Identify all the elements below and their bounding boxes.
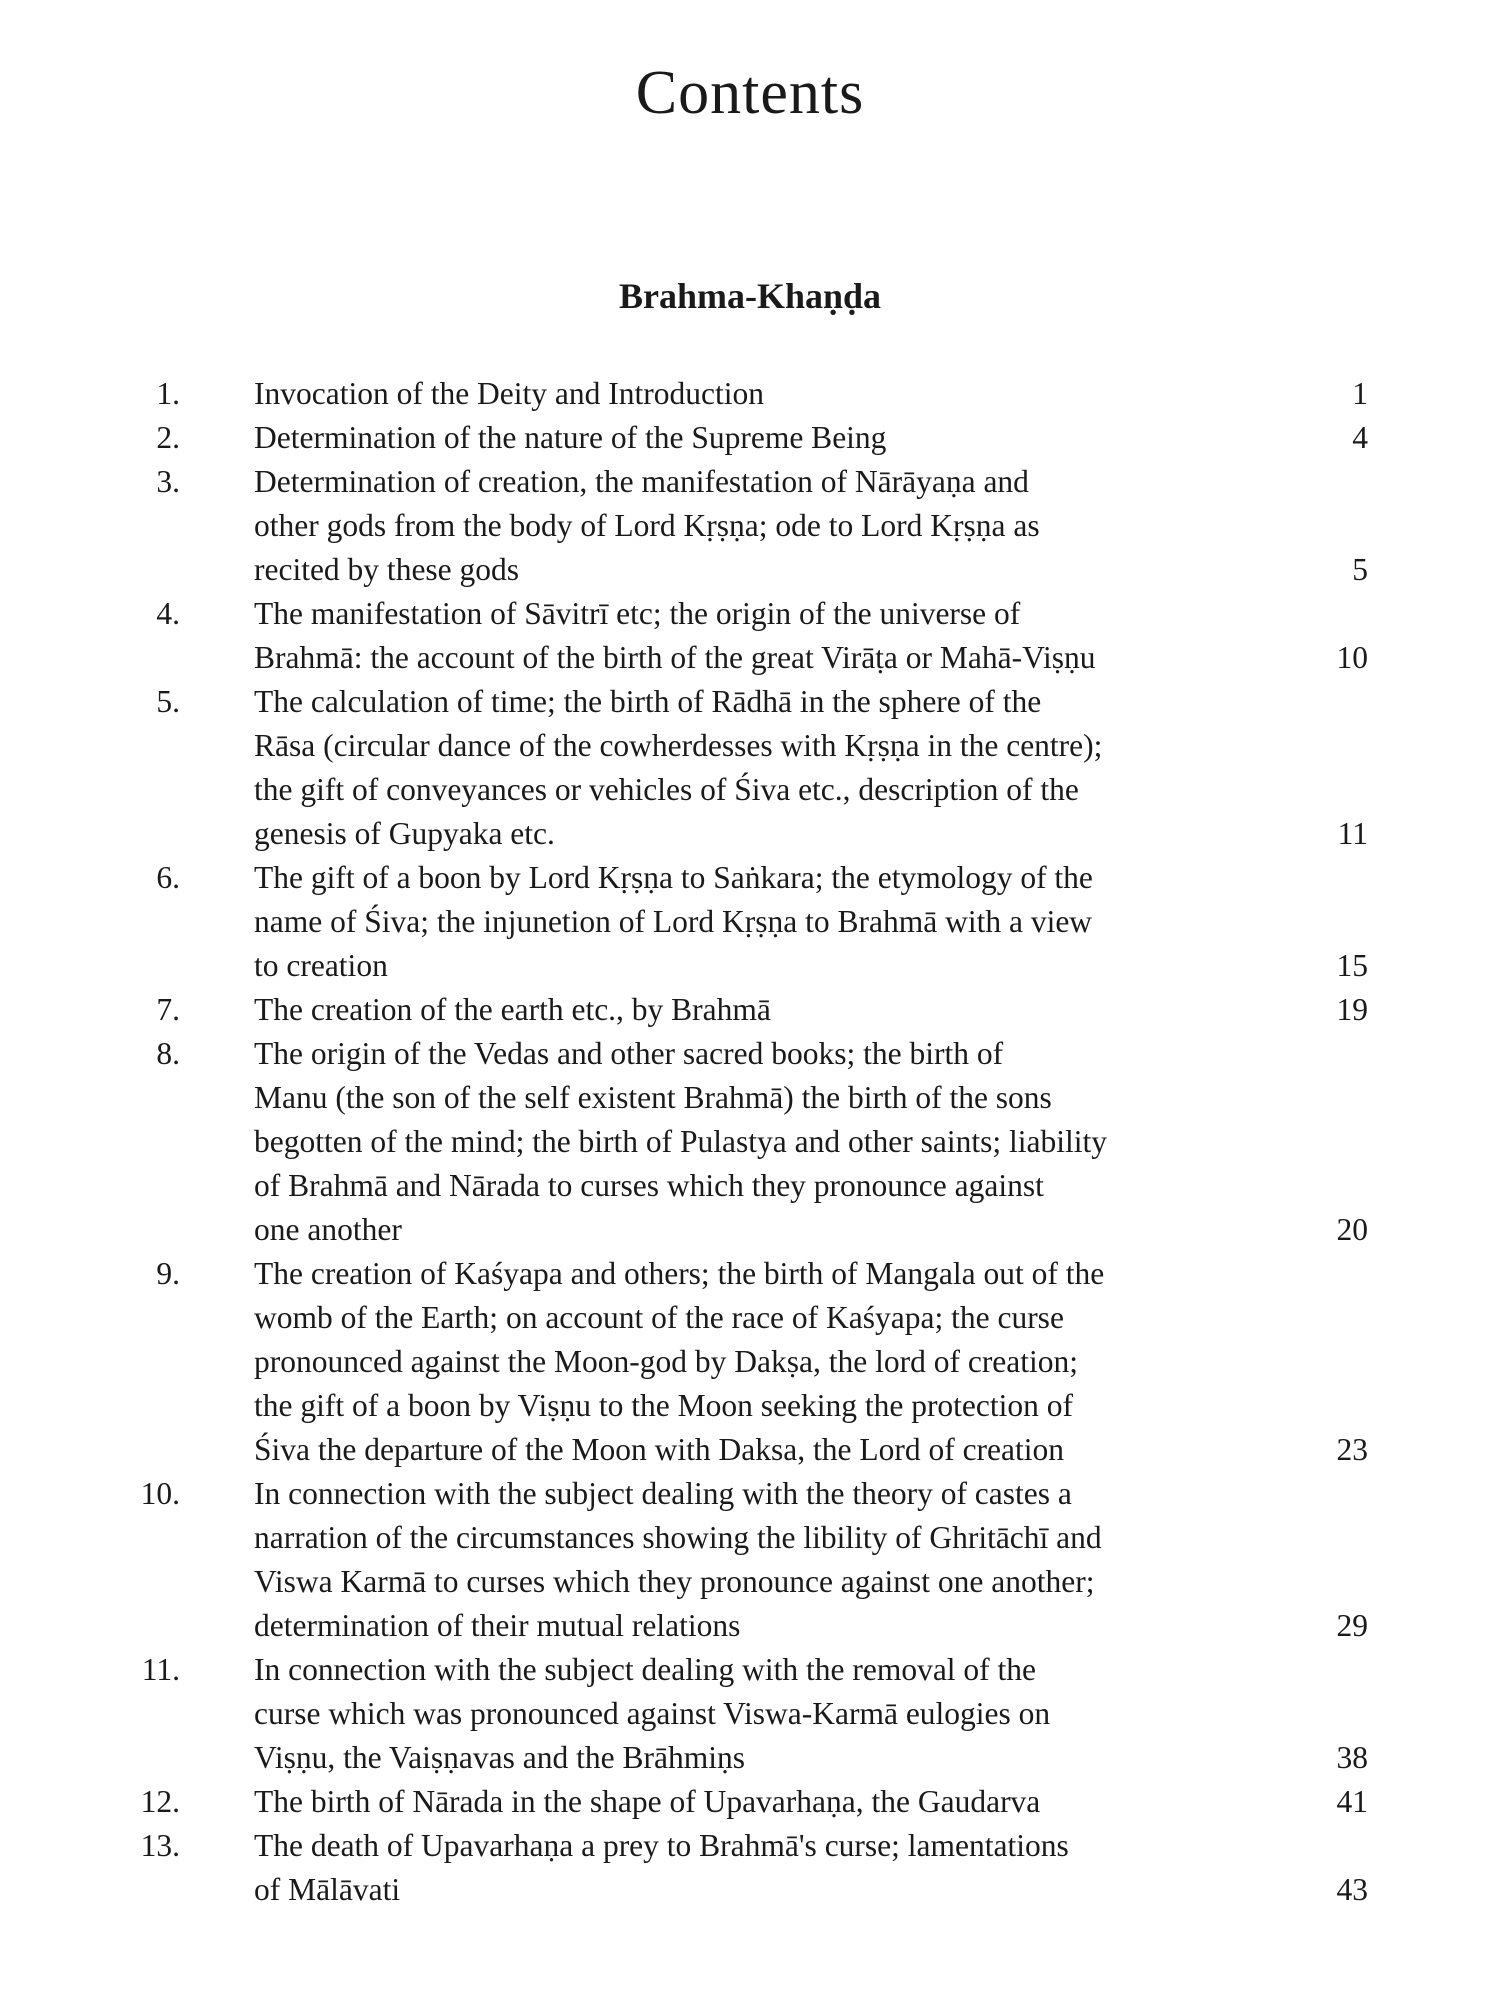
entry-page-number: 4 [1352, 420, 1368, 455]
entry-title-line: The creation of the earth etc., by Brahmā [254, 992, 771, 1027]
entry-title-line: The birth of Nārada in the shape of Upavarhaṇa, the Gaudarva [254, 1784, 1041, 1819]
entry-title-line: begotten of the mind; the birth of Pulastya and other saints; liability [254, 1124, 1107, 1159]
entry-page-number: 43 [1336, 1872, 1368, 1907]
entry-number: 8. [156, 1036, 180, 1071]
entry-title-line: curse which was pronounced against Viswa-Karmā eulogies on [254, 1696, 1051, 1731]
entry-title [254, 592, 1304, 680]
toc-entry [0, 592, 1500, 680]
entry-title-line: pronounced against the Moon-god by Dakṣa, the lord of creation; [254, 1344, 1079, 1379]
entry-title [254, 372, 1304, 416]
entry-number: 12. [140, 1784, 180, 1819]
entry-number: 9. [156, 1256, 180, 1291]
entry-title [254, 1252, 1304, 1472]
entry-title-line: determination of their mutual relations [254, 1608, 741, 1643]
entry-title-line: narration of the circumstances showing the libility of Ghritāchī and [254, 1520, 1102, 1555]
toc-entry [0, 460, 1500, 592]
toc-entry [0, 1780, 1500, 1824]
entry-title-line: Manu (the son of the self existent Brahmā) the birth of the sons [254, 1080, 1052, 1115]
entry-title-line: The calculation of time; the birth of Rādhā in the sphere of the [254, 684, 1042, 719]
entry-title-line: other gods from the body of Lord Kṛṣṇa; ode to Lord Kṛṣṇa as [254, 508, 1040, 543]
toc-entry [0, 1824, 1500, 1912]
entry-title-line: The origin of the Vedas and other sacred books; the birth of [254, 1036, 1004, 1071]
entry-title-line: Brahmā: the account of the birth of the great Virāṭa or Mahā-Viṣṇu [254, 640, 1096, 675]
entry-page-number: 11 [1337, 816, 1368, 851]
entry-page-number: 20 [1336, 1212, 1368, 1247]
entry-title-line: womb of the Earth; on account of the race of Kaśyapa; the curse [254, 1300, 1064, 1335]
entry-title [254, 1648, 1304, 1780]
toc-entry [0, 416, 1500, 460]
entry-title-line: The manifestation of Sāvitrī etc; the origin of the universe of [254, 596, 1021, 631]
entry-title-line: Viswa Karmā to curses which they pronounce against one another; [254, 1564, 1095, 1599]
toc-entry [0, 1648, 1500, 1780]
entry-title-line: Viṣṇu, the Vaiṣṇavas and the Brāhmiṇs [254, 1740, 745, 1775]
toc-entry [0, 1032, 1500, 1252]
entry-title-line: Rāsa (circular dance of the cowherdesses with Kṛṣṇa in the centre); [254, 728, 1103, 763]
toc-entry [0, 1252, 1500, 1472]
entry-title-line: Determination of creation, the manifestation of Nārāyaṇa and [254, 464, 1029, 499]
entry-title [254, 1780, 1304, 1824]
entry-number: 4. [156, 596, 180, 631]
entry-number: 7. [156, 992, 180, 1027]
entry-number: 13. [140, 1828, 180, 1863]
entry-title-line: the gift of a boon by Viṣṇu to the Moon seeking the protection of [254, 1388, 1074, 1423]
entry-title-line: The creation of Kaśyapa and others; the birth of Mangala out of the [254, 1256, 1105, 1291]
toc-entry [0, 680, 1500, 856]
section-heading: Brahma-Khaṇḍa [618, 276, 882, 316]
entry-number: 1. [156, 376, 180, 411]
toc-entry [0, 988, 1500, 1032]
page-title: Contents [635, 59, 865, 127]
entry-title [254, 416, 1304, 460]
toc-entry [0, 1472, 1500, 1648]
entry-title [254, 1824, 1304, 1912]
entry-title [254, 1032, 1304, 1252]
entry-title-line: of Mālāvati [254, 1872, 401, 1907]
entry-page-number: 10 [1336, 640, 1368, 675]
entry-title-line: Śiva the departure of the Moon with Daksa, the Lord of creation [254, 1432, 1065, 1467]
entry-title-line: recited by these gods [254, 552, 520, 587]
entry-page-number: 15 [1336, 948, 1368, 983]
entry-title-line: In connection with the subject dealing with the theory of castes a [254, 1476, 1072, 1511]
entry-number: 11. [141, 1652, 180, 1687]
entry-title-line: Invocation of the Deity and Introduction [254, 376, 764, 411]
entry-title-line: Determination of the nature of the Supreme Being [254, 420, 887, 455]
entry-title-line: one another [254, 1212, 402, 1247]
entry-page-number: 38 [1336, 1740, 1368, 1775]
entry-title [254, 460, 1304, 592]
toc-entry [0, 856, 1500, 988]
entry-page-number: 19 [1336, 992, 1368, 1027]
entry-page-number: 1 [1352, 376, 1368, 411]
entry-number: 3. [156, 464, 180, 499]
entry-page-number: 41 [1336, 1784, 1368, 1819]
toc-entry [0, 372, 1500, 416]
entry-title [254, 988, 1304, 1032]
entry-title-line: to creation [254, 948, 388, 983]
entry-number: 2. [156, 420, 180, 455]
entry-title [254, 856, 1304, 988]
entry-page-number: 29 [1336, 1608, 1368, 1643]
entry-number: 5. [156, 684, 180, 719]
entry-title [254, 1472, 1304, 1648]
entry-title-line: genesis of Gupyaka etc. [254, 816, 555, 851]
entry-title-line: the gift of conveyances or vehicles of Śiva etc., description of the [254, 772, 1079, 807]
entry-title-line: The gift of a boon by Lord Kṛṣṇa to Saṅkara; the etymology of the [254, 860, 1093, 895]
entry-title [254, 680, 1304, 856]
entry-number: 6. [156, 860, 180, 895]
entry-title-line: name of Śiva; the injunetion of Lord Kṛṣṇa to Brahmā with a view [254, 904, 1093, 939]
entry-number: 10. [140, 1476, 180, 1511]
entry-title-line: The death of Upavarhaṇa a prey to Brahmā's curse; lamentations [254, 1828, 1069, 1863]
entry-title-line: of Brahmā and Nārada to curses which they pronounce against [254, 1168, 1044, 1203]
entry-page-number: 23 [1336, 1432, 1368, 1467]
entry-page-number: 5 [1352, 552, 1368, 587]
entry-title-line: In connection with the subject dealing with the removal of the [254, 1652, 1037, 1687]
table-of-contents [0, 372, 1500, 1912]
